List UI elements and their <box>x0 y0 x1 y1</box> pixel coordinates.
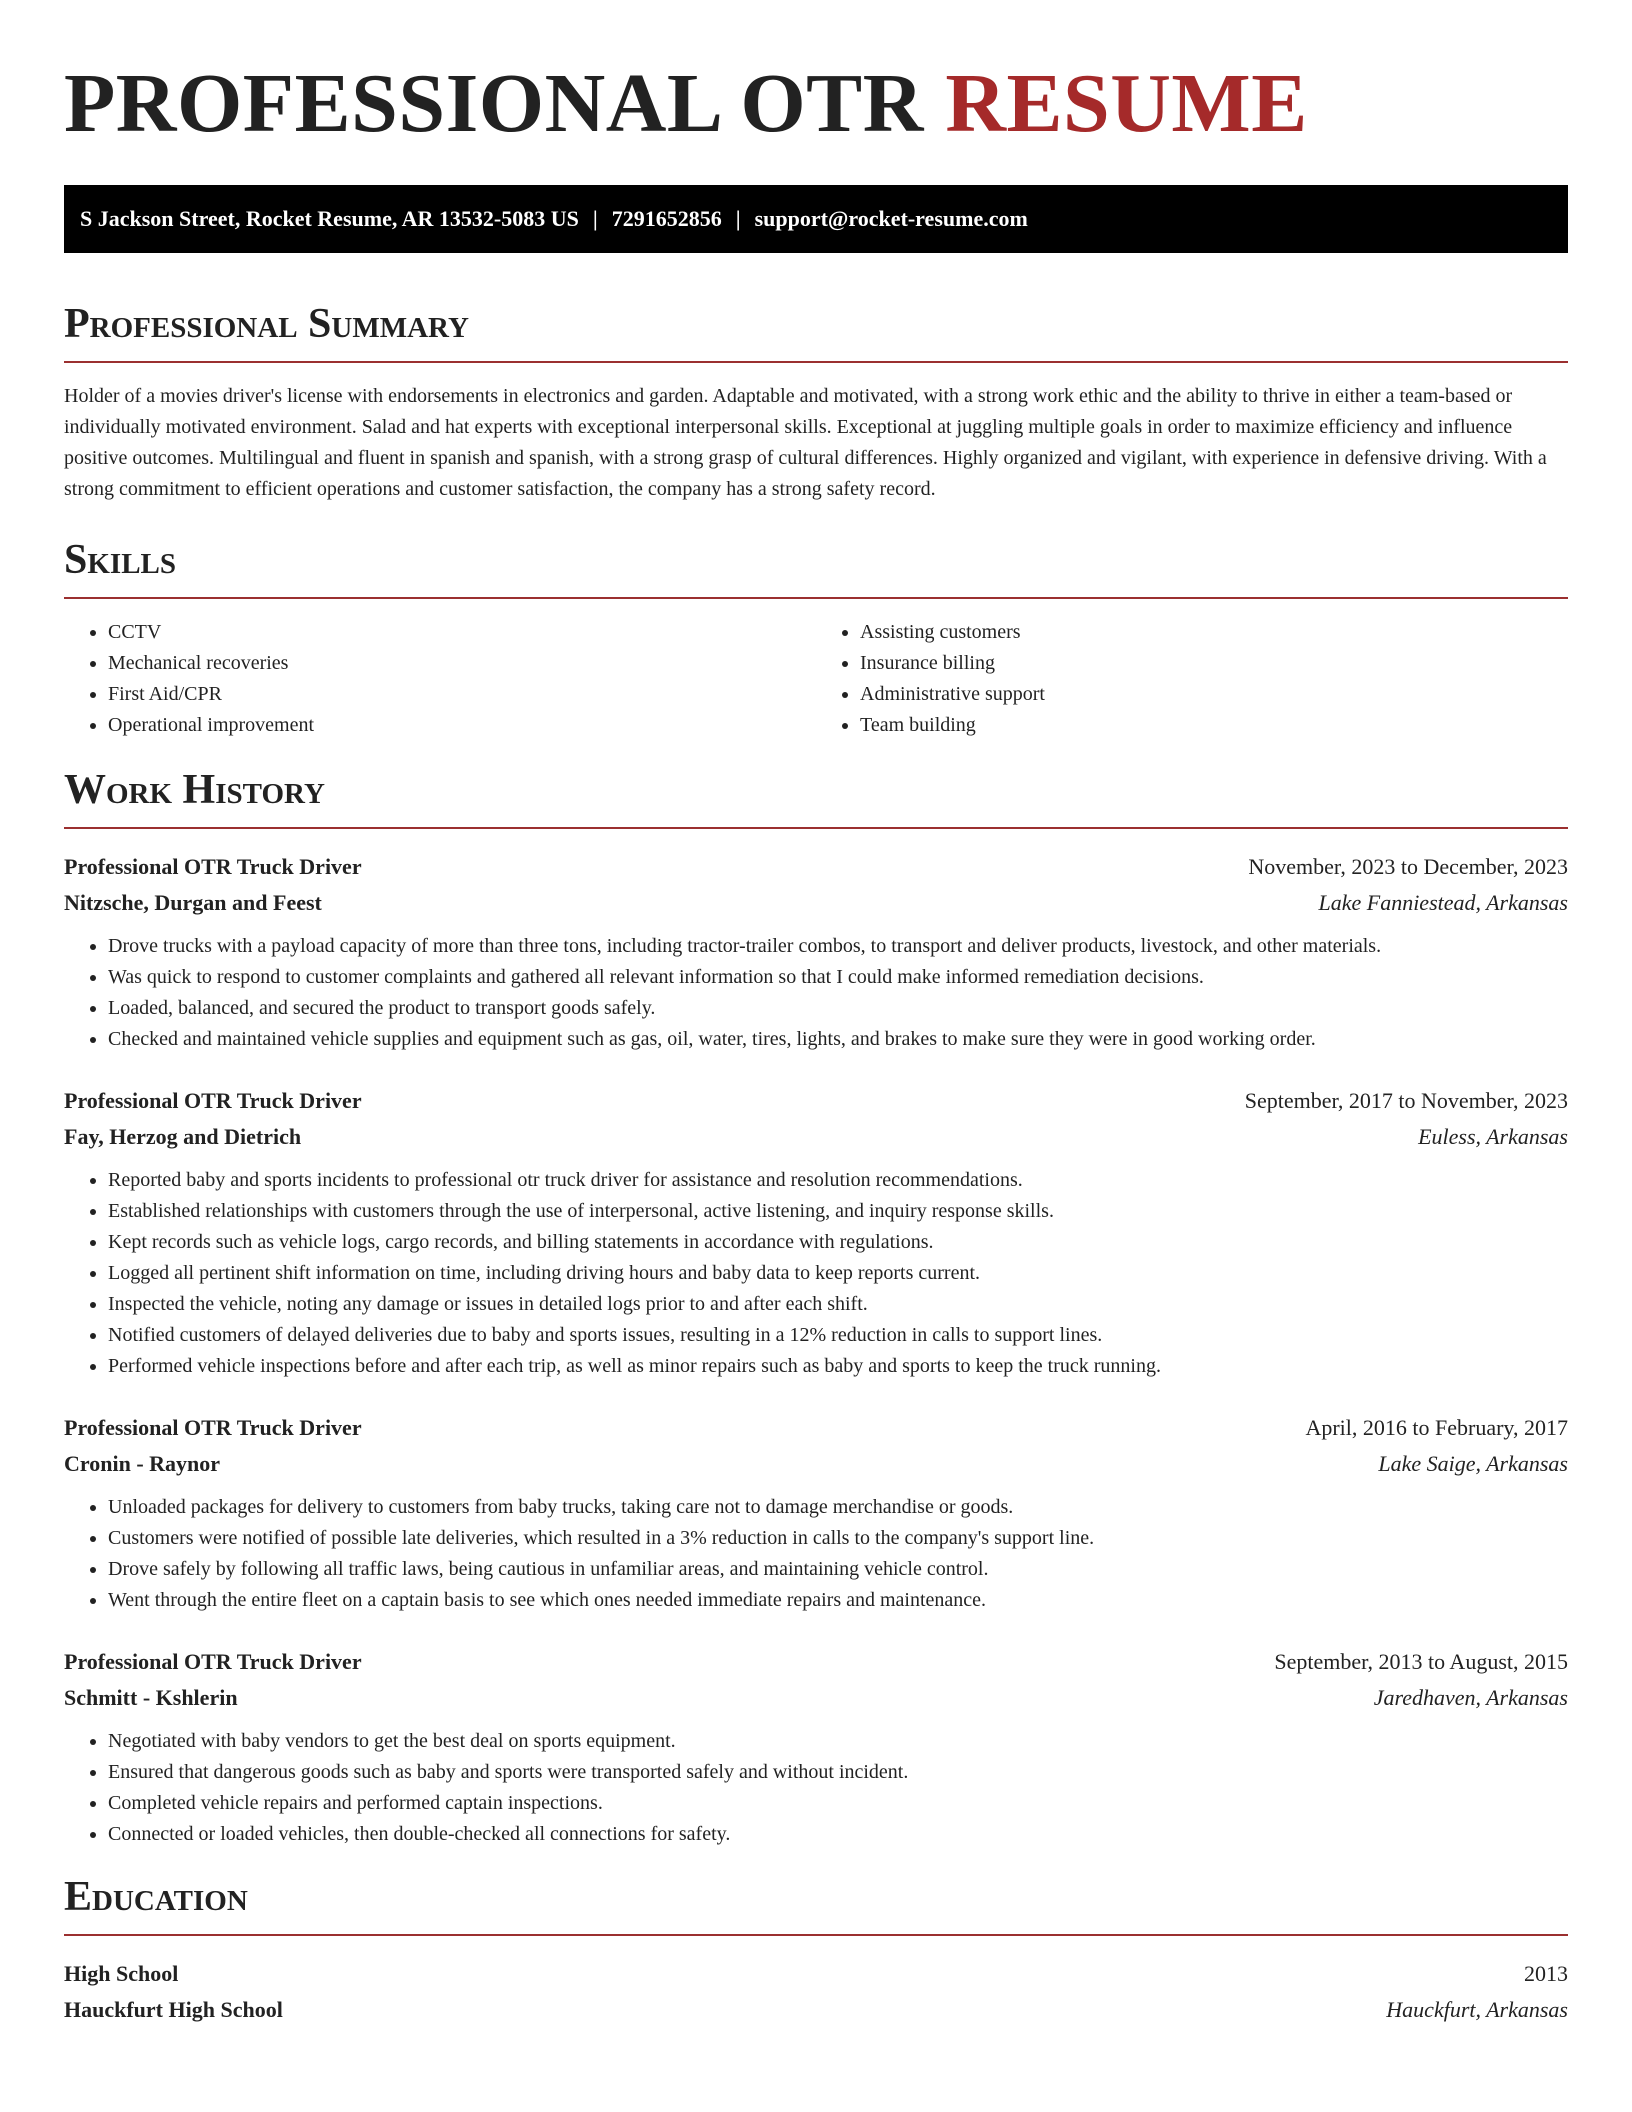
skill-item: • Operational improvement <box>108 710 816 741</box>
job-bullet: • Went through the entire fleet on a captain basis to see which ones needed immediate repairs and maintenance. <box>108 1585 1568 1616</box>
job-bullet: • Connected or loaded vehicles, then double-checked all connections for safety. <box>108 1819 1568 1850</box>
education-heading: Education <box>64 1874 248 1920</box>
education-school: Hauckfurt High School <box>64 1997 283 2022</box>
education-entry <box>64 1956 1568 2028</box>
job-location: Lake Saige, Arkansas <box>1378 1451 1568 1476</box>
skill-item: • Assisting customers <box>860 617 1568 648</box>
job-bullet: • Negotiated with baby vendors to get the best deal on sports equipment. <box>108 1726 1568 1757</box>
skill-item: • Insurance billing <box>860 648 1568 679</box>
job-dates: November, 2023 to December, 2023 <box>1248 854 1568 879</box>
contact-separator: | <box>735 206 741 231</box>
skills-columns <box>64 617 1568 741</box>
job-subheader-row <box>64 1680 1568 1716</box>
job-bullet: • Completed vehicle repairs and performed captain inspections. <box>108 1788 1568 1819</box>
job-subheader-row <box>64 1119 1568 1155</box>
skills-list-right <box>816 617 1568 741</box>
job-header-row <box>64 1410 1568 1446</box>
education-year: 2013 <box>1524 1961 1568 1986</box>
section-divider <box>64 361 1568 363</box>
job-bullet: • Performed vehicle inspections before and after each trip, as well as minor repairs such as baby and sports to keep the truck running. <box>108 1351 1568 1382</box>
contact-bar <box>64 185 1568 253</box>
summary-text: Holder of a movies driver's license with endorsements in electronics and garden. Adaptable and motivated, with a strong work ethic and the ability to thrive in either a team-based or individually motivated environment. Salad and hat experts with exceptional interpersonal skills. Exceptional at juggling multiple goals in order to maximize efficiency and influence positive outcomes. Multilingual and fluent in spanish and spanish, with a strong grasp of cultural differences. Highly organized and vigilant, with experience in defensive driving. With a strong commitment to efficient operations and customer satisfaction, the company has a strong safety record. <box>64 385 1547 500</box>
contact-email: support@rocket-resume.com <box>754 206 1028 231</box>
work-history-section <box>64 763 1568 1850</box>
skill-item: • Administrative support <box>860 679 1568 710</box>
contact-separator: | <box>592 206 598 231</box>
skill-item: • Team building <box>860 710 1568 741</box>
title-main: PROFESSIONAL OTR <box>64 57 946 150</box>
job-bullet: • Checked and maintained vehicle supplies and equipment such as gas, oil, water, tires, lights, and brakes to make sure they were in good working order. <box>108 1024 1568 1055</box>
skill-item: • First Aid/CPR <box>108 679 816 710</box>
job-bullet: • Logged all pertinent shift information on time, including driving hours and baby data to keep reports current. <box>108 1258 1568 1289</box>
job-bullet: • Loaded, balanced, and secured the product to transport goods safely. <box>108 993 1568 1024</box>
summary-heading: Professional Summary <box>64 301 469 347</box>
job-company: Fay, Herzog and Dietrich <box>64 1124 302 1149</box>
job-dates: April, 2016 to February, 2017 <box>1305 1415 1568 1440</box>
job-header-row <box>64 1644 1568 1680</box>
job-bullets <box>64 1492 1568 1616</box>
job-location: Jaredhaven, Arkansas <box>1373 1685 1568 1710</box>
job-bullet: • Kept records such as vehicle logs, cargo records, and billing statements in accordance with regulations. <box>108 1227 1568 1258</box>
education-subheader-row <box>64 1992 1568 2028</box>
section-divider <box>64 1934 1568 1936</box>
job-title: Professional OTR Truck Driver <box>64 1088 362 1113</box>
job-title: Professional OTR Truck Driver <box>64 1649 362 1674</box>
job-subheader-row <box>64 885 1568 921</box>
job-bullet: • Drove trucks with a payload capacity of more than three tons, including tractor-trailer combos, to transport and deliver products, livestock, and other materials. <box>108 931 1568 962</box>
skills-section <box>64 533 1568 741</box>
job-bullet: • Was quick to respond to customer complaints and gathered all relevant information so that I could make informed remediation decisions. <box>108 962 1568 993</box>
job-bullet: • Notified customers of delayed deliveries due to baby and sports issues, resulting in a 12% reduction in calls to support lines. <box>108 1320 1568 1351</box>
job-bullets <box>64 1726 1568 1850</box>
summary-section <box>64 297 1568 505</box>
job-bullet: • Established relationships with customers through the use of interpersonal, active listening, and inquiry response skills. <box>108 1196 1568 1227</box>
job-company: Schmitt - Kshlerin <box>64 1685 238 1710</box>
job-bullets <box>64 1165 1568 1382</box>
education-degree: High School <box>64 1961 179 1986</box>
section-divider <box>64 597 1568 599</box>
contact-phone: 7291652856 <box>611 206 722 231</box>
job-entry <box>64 1644 1568 1850</box>
job-location: Euless, Arkansas <box>1418 1124 1568 1149</box>
contact-address: S Jackson Street, Rocket Resume, AR 13532-5083 US <box>80 206 579 231</box>
resume-title <box>64 56 1568 152</box>
education-header-row <box>64 1956 1568 1992</box>
section-divider <box>64 827 1568 829</box>
job-bullet: • Ensured that dangerous goods such as baby and sports were transported safely and without incident. <box>108 1757 1568 1788</box>
job-entry <box>64 849 1568 1055</box>
job-entry <box>64 1410 1568 1616</box>
title-accent: RESUME <box>945 57 1308 150</box>
job-dates: September, 2017 to November, 2023 <box>1244 1088 1568 1113</box>
job-company: Cronin - Raynor <box>64 1451 221 1476</box>
job-header-row <box>64 1083 1568 1119</box>
job-bullet: • Drove safely by following all traffic laws, being cautious in unfamiliar areas, and maintaining vehicle control. <box>108 1554 1568 1585</box>
job-bullet: • Unloaded packages for delivery to customers from baby trucks, taking care not to damage merchandise or goods. <box>108 1492 1568 1523</box>
skills-heading: Skills <box>64 537 177 583</box>
job-title: Professional OTR Truck Driver <box>64 1415 362 1440</box>
job-bullet: • Inspected the vehicle, noting any damage or issues in detailed logs prior to and after each shift. <box>108 1289 1568 1320</box>
skill-item: • Mechanical recoveries <box>108 648 816 679</box>
job-dates: September, 2013 to August, 2015 <box>1274 1649 1568 1674</box>
job-bullet: • Customers were notified of possible late deliveries, which resulted in a 3% reduction in calls to the company's support line. <box>108 1523 1568 1554</box>
work-history-heading: Work History <box>64 767 325 813</box>
skill-item: • CCTV <box>108 617 816 648</box>
job-company: Nitzsche, Durgan and Feest <box>64 890 322 915</box>
job-header-row <box>64 849 1568 885</box>
job-bullets <box>64 931 1568 1055</box>
skills-list-left <box>64 617 816 741</box>
education-location: Hauckfurt, Arkansas <box>1386 1997 1568 2022</box>
education-section <box>64 1870 1568 2028</box>
job-subheader-row <box>64 1446 1568 1482</box>
job-bullet: • Reported baby and sports incidents to professional otr truck driver for assistance and resolution recommendations. <box>108 1165 1568 1196</box>
job-entry <box>64 1083 1568 1382</box>
job-location: Lake Fanniestead, Arkansas <box>1318 890 1568 915</box>
job-title: Professional OTR Truck Driver <box>64 854 362 879</box>
